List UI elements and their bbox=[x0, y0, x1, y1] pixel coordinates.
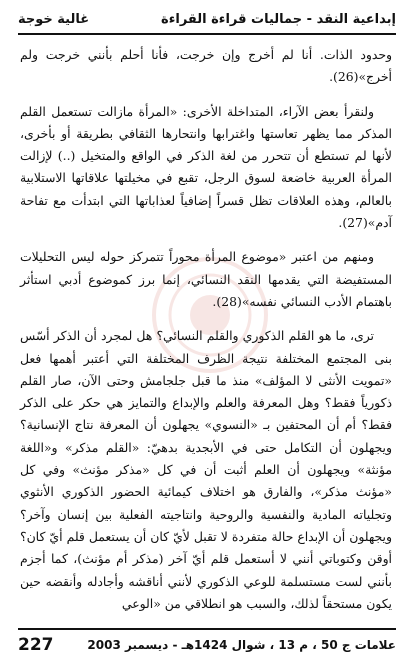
paragraph: ومنهم من اعتبر «موضوع المرأة محوراً تتمركز حوله ليس التحليلات المستفيضة التي يقدمها النقد النسائي، إنما برز كموضوع أدبي استأثر باهتمام الأدب النسائي نفسه»(28). bbox=[20, 249, 392, 309]
footer-rule bbox=[18, 628, 396, 630]
body-text bbox=[20, 44, 392, 615]
page-header bbox=[18, 6, 396, 32]
paragraph: وحدود الذات. أنا لم أخرج وإن خرجت، فأنا أحلم بأنني خرجت ولم أخرج»(26). bbox=[20, 47, 392, 85]
paragraph: ولنقرأ بعض الآراء، المتداخلة الأخرى: «المرأة مازالت تستعمل القلم المذكر مما يظهر تعاستها واغترابها وانتحارها الثقافي بطريقة أو بأخرى، لأنها لم تستطع أن تتحرر من لغة الذكر في الواقع والمتخيل (..) لإزالت المرأة العربية خاضعة لسوق الرجل، تقبع في مخيلتها علاقاتها الاستلابية بالعالم، وهذه العلاقات تظل قسراً إضافياً لعذاباتها التي ابتدأت مع تفاحة آدم»(27). bbox=[20, 103, 392, 231]
author-name: غالية خوجة bbox=[18, 11, 90, 27]
paragraph: ترى، ما هو القلم الذكوري والقلم النسائي؟ هل لمجرد أن الذكر أسّس بنى المجتمع المختلفة نتيجة الظرف المختلفة التي أعتبر أهمها فعل «تمويت الأنثى لا المؤلف» منذ ما قبل جلجامش وحتى الآن، صار القلم ذكورياً فقط؟ وهل المعرفة والعلم والإبداع والتمايز هي حكر على الذكر فقط؟ أم أن المحتفين بـ «النسوي» يجهلون أن المعرفة نتاج الإنسانية؟ ويجهلون أن التكامل حتى في الأبجدية بدهيّ: «القلم مذكر» و«اللغة مؤنثة» ويجهلون أن العلم أثبت أن في كل «مذكر مؤنث» وفي كل «مؤنث مذكر»، والفارق هو اختلاف كيمائية الحضور الذكوري الأنثوي وتجلياته المادية والنفسية والروحية وانتاجيته الفعلية بين إنسان وآخر؟ ويجهلون أن الإبداع حالة متفردة لا تقبل لأيّ كان أن يستعمل قلم أيّ كان؟ أوقن وكتوباتي أنني لا أستعمل قلم أيّ آخر (مذكر أم مؤنث)، كما أجزم بأنني لست مستسلمة للوعي الذكوري لأنني أناقشه وأجادله وأنقضه حين يكون مستحقاً لذلك، والسبب هو انطلاقي من «الوعي bbox=[20, 328, 392, 611]
issue-info: علامات ج 50 ، م 13 ، شوال 1424هـ - ديسمبر 2003 bbox=[87, 638, 396, 652]
page-number: 227 bbox=[18, 635, 54, 655]
header-rule bbox=[18, 33, 396, 35]
running-title: إبداعية النقد - جماليات قراءة القراءة bbox=[161, 11, 396, 27]
page-footer bbox=[18, 632, 396, 658]
